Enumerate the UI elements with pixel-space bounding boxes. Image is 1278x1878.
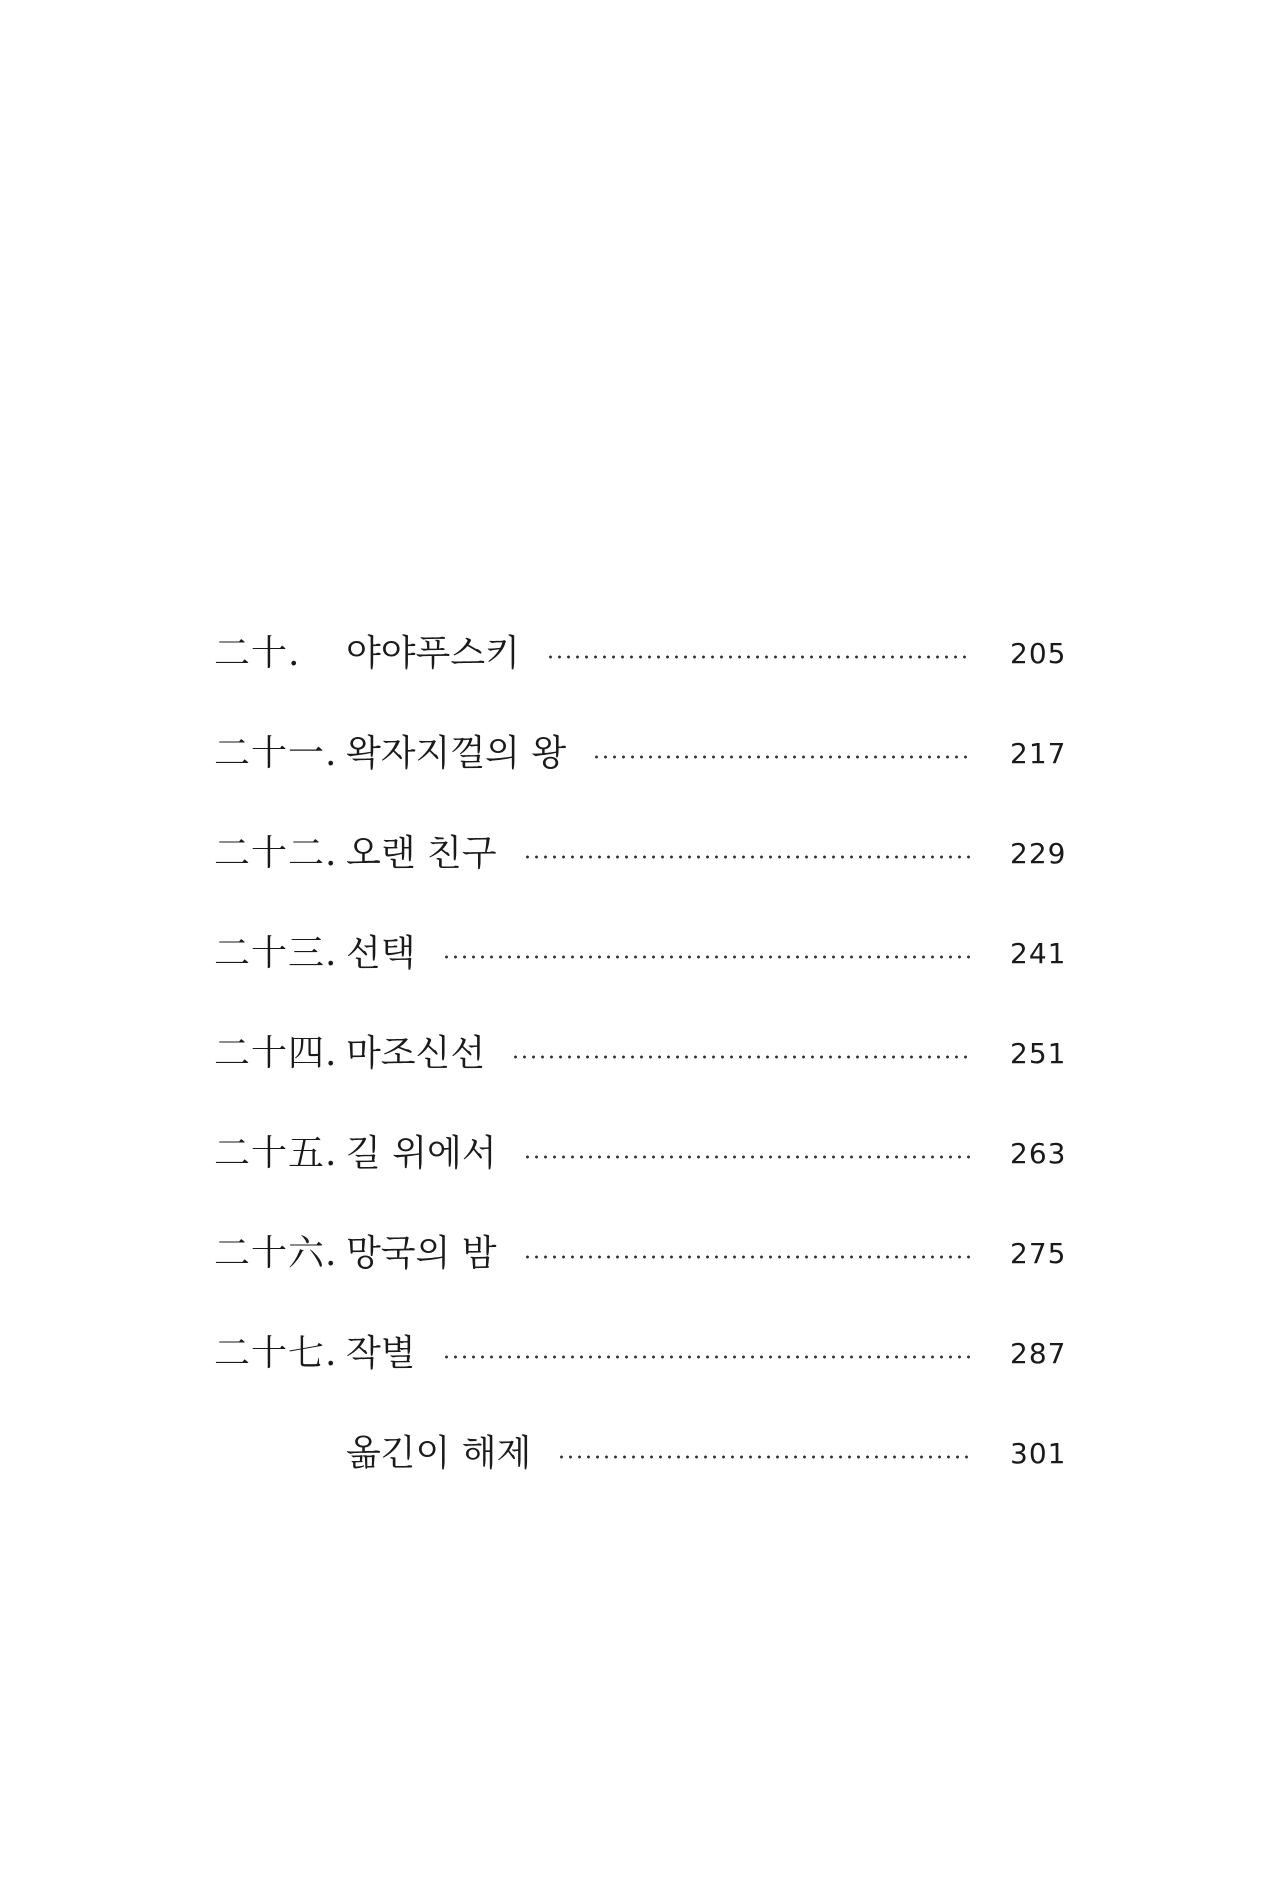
chapter-number: 二十二.: [214, 833, 338, 874]
chapter-title: 오랜 친구: [346, 833, 497, 874]
chapter-title: 선택: [346, 933, 416, 974]
chapter-number: 二十四.: [214, 1033, 338, 1074]
toc-entry-line: [346, 1432, 1074, 1476]
toc-entry[interactable]: [214, 1022, 1074, 1122]
chapter-title: 작별: [346, 1333, 416, 1374]
chapter-title: 길 위에서: [346, 1133, 497, 1174]
toc-entry[interactable]: [214, 722, 1074, 822]
page-number: 205: [1010, 637, 1067, 670]
dot-leader: [511, 1055, 970, 1059]
dot-leader: [546, 655, 970, 659]
page-number: 241: [1010, 937, 1067, 970]
toc-entry[interactable]: [214, 622, 1074, 722]
dot-leader: [442, 1355, 970, 1359]
dot-leader: [442, 955, 970, 959]
dot-leader: [523, 1255, 970, 1259]
chapter-number: 二十五.: [214, 1133, 338, 1174]
toc-entry-line: [346, 832, 1074, 876]
dot-leader: [557, 1455, 970, 1459]
toc-entry-line: [346, 932, 1074, 976]
page-number: 287: [1010, 1337, 1067, 1370]
page-number: 301: [1010, 1437, 1067, 1470]
table-of-contents: [214, 622, 1074, 1522]
chapter-number: 二十三.: [214, 933, 338, 974]
page-number: 229: [1010, 837, 1067, 870]
toc-entry-line: [346, 1232, 1074, 1276]
chapter-number: 二十一.: [214, 733, 338, 774]
chapter-title: 옮긴이 해제: [346, 1433, 532, 1474]
dot-leader: [592, 755, 970, 759]
page-number: 217: [1010, 737, 1067, 770]
toc-entry-line: [346, 1332, 1074, 1376]
toc-entry[interactable]: [214, 1222, 1074, 1322]
toc-entry[interactable]: [214, 1322, 1074, 1422]
toc-entry-line: [346, 1032, 1074, 1076]
toc-entry[interactable]: [214, 1122, 1074, 1222]
chapter-title: 왁자지껄의 왕: [346, 733, 567, 774]
page-number: 263: [1010, 1137, 1067, 1170]
toc-entry-line: [346, 632, 1074, 676]
chapter-title: 망국의 밤: [346, 1233, 497, 1274]
page-number: 275: [1010, 1237, 1067, 1270]
toc-entry[interactable]: [214, 822, 1074, 922]
chapter-title: 마조신선: [346, 1033, 486, 1074]
toc-entry-line: [346, 732, 1074, 776]
dot-leader: [523, 855, 970, 859]
chapter-title: 야야푸스키: [346, 633, 520, 674]
toc-entry[interactable]: [214, 1422, 1074, 1522]
chapter-number: 二十六.: [214, 1233, 338, 1274]
chapter-number: 二十.: [214, 633, 301, 674]
dot-leader: [523, 1155, 970, 1159]
chapter-number: 二十七.: [214, 1333, 338, 1374]
page-number: 251: [1010, 1037, 1067, 1070]
toc-entry[interactable]: [214, 922, 1074, 1022]
toc-entry-line: [346, 1132, 1074, 1176]
